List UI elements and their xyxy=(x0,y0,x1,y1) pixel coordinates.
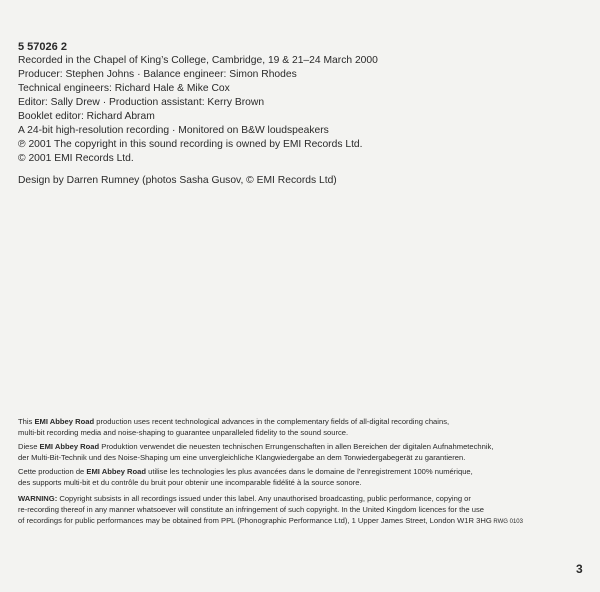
german-note-line1: Produktion verwendet die neuesten technischen Errungenschaften in allen Bereichen der digitalen Aufnahmetechnik, xyxy=(99,442,494,451)
french-note-brand: EMI Abbey Road xyxy=(86,467,147,476)
french-note-line2: des supports multi-bit et du contrôle du bruit pour obtenir une incomparable fidélité à la source sonore. xyxy=(18,478,362,487)
german-note-prefix: Diese xyxy=(18,442,40,451)
french-note-prefix: Cette production de xyxy=(18,467,87,476)
english-note-line1: production uses recent technological advances in the complementary fields of all-digital recording chains, xyxy=(94,417,450,426)
copyright-line: © 2001 EMI Records Ltd. xyxy=(18,153,134,164)
page-number: 3 xyxy=(576,562,583,576)
warning-line2: re-recording thereof in any manner whatsoever will constitute an infringement of such copyright. In the United Kingdom licences for the use xyxy=(18,505,484,514)
warning-line3: of recordings for public performances may be obtained from PPL (Phonographic Performance Ltd), 1 Upper James Street, London W1R 3HG xyxy=(18,516,492,525)
technical-engineers-credit: Technical engineers: Richard Hale & Mike Cox xyxy=(18,83,230,94)
french-note-line1: utilise les technologies les plus avancées dans le domaine de l’enregistrement 100% numérique, xyxy=(146,467,473,476)
english-note-brand: EMI Abbey Road xyxy=(34,417,95,426)
warning-code: RWG 0103 xyxy=(491,519,523,525)
catalogue-number: 5 57026 2 xyxy=(18,41,67,53)
english-note-prefix: This xyxy=(18,417,35,426)
design-credit: Design by Darren Rumney (photos Sasha Gusov, © EMI Records Ltd) xyxy=(18,175,337,186)
producer-credit: Producer: Stephen Johns · Balance engineer: Simon Rhodes xyxy=(18,69,297,80)
german-note xyxy=(18,441,588,463)
german-note-brand: EMI Abbey Road xyxy=(39,442,100,451)
phonographic-copyright: ℗ 2001 The copyright in this sound recording is owned by EMI Records Ltd. xyxy=(18,139,363,150)
warning-label: WARNING: xyxy=(18,494,58,503)
recording-format: A 24-bit high-resolution recording · Monitored on B&W loudspeakers xyxy=(18,125,329,136)
english-note xyxy=(18,416,588,438)
copyright-warning xyxy=(18,493,588,528)
booklet-editor-credit: Booklet editor: Richard Abram xyxy=(18,111,155,122)
german-note-line2: der Multi-Bit-Technik und des Noise-Shaping um eine unvergleichliche Klangwiedergabe an dem Tonwiedergabegerät zu garantieren. xyxy=(18,453,466,462)
english-note-line2: multi-bit recording media and noise-shaping to guarantee unparalleled fidelity to the sound source. xyxy=(18,428,349,437)
editor-credit: Editor: Sally Drew · Production assistant: Kerry Brown xyxy=(18,97,265,108)
recording-location: Recorded in the Chapel of King’s College, Cambridge, 19 & 21–24 March 2000 xyxy=(18,55,378,66)
credits-block xyxy=(18,40,538,188)
french-note xyxy=(18,466,588,488)
technical-notes xyxy=(18,416,588,531)
warning-line1: Copyright subsists in all recordings issued under this label. Any unauthorised broadcasting, public performance, copying or xyxy=(57,494,471,503)
